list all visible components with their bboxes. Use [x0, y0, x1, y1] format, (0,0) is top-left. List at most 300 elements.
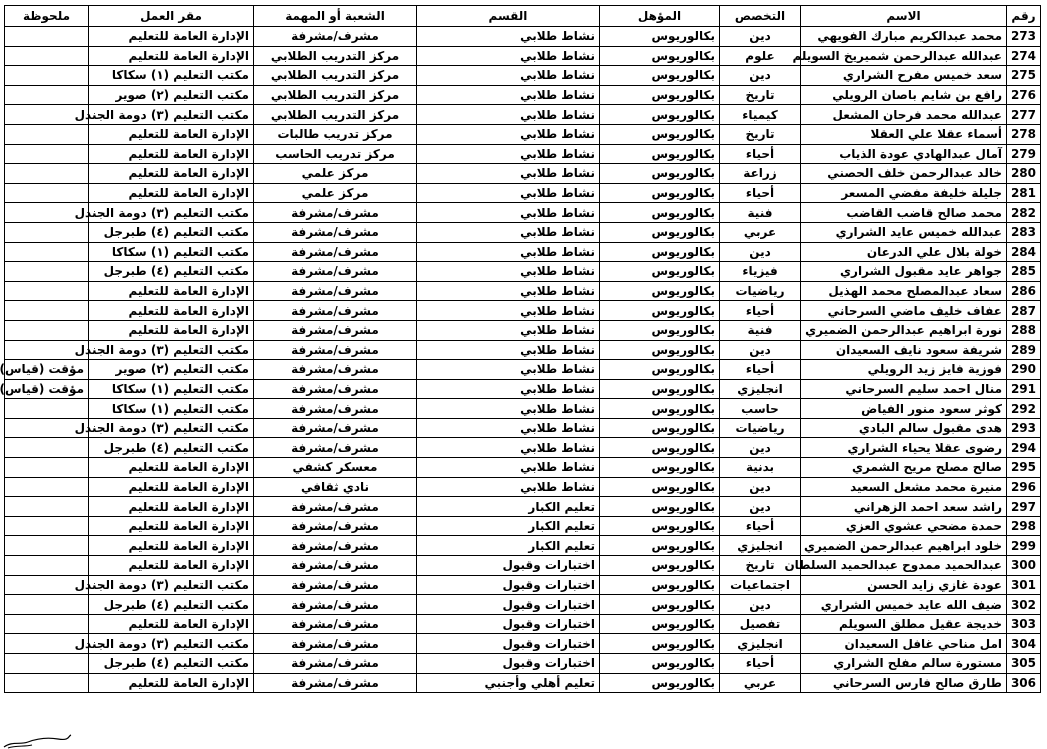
note-cell — [5, 536, 89, 556]
employee-name: خولة بلال علي الدرعان — [801, 242, 1007, 262]
specialty-cell: أحياء — [720, 144, 801, 164]
table-row — [5, 66, 1041, 86]
department-cell: نشاط طلابي — [417, 379, 600, 399]
workplace-cell: مكتب التعليم (١) سكاكا — [89, 242, 254, 262]
qualification-cell: بكالوريوس — [600, 634, 720, 654]
department-cell: نشاط طلابي — [417, 85, 600, 105]
role-cell: مركز التدريب الطلابي — [254, 105, 417, 125]
specialty-cell: انجليزي — [720, 379, 801, 399]
workplace-cell: الإدارة العامة للتعليم — [89, 27, 254, 47]
header-specialty: التخصص — [720, 6, 801, 27]
row-number: 294 — [1007, 438, 1041, 458]
specialty-cell: فيزياء — [720, 262, 801, 282]
workplace-cell: مكتب التعليم (٣) دومة الجندل — [89, 575, 254, 595]
employee-name: صالح مصلح مريح الشمري — [801, 458, 1007, 478]
note-cell — [5, 222, 89, 242]
row-number: 305 — [1007, 654, 1041, 674]
qualification-cell: بكالوريوس — [600, 320, 720, 340]
specialty-cell: انجليزي — [720, 634, 801, 654]
employee-name: شريفة سعود نايف السعيدان — [801, 340, 1007, 360]
note-cell — [5, 458, 89, 478]
row-number: 306 — [1007, 673, 1041, 693]
row-number: 276 — [1007, 85, 1041, 105]
row-number: 295 — [1007, 458, 1041, 478]
department-cell: نشاط طلابي — [417, 281, 600, 301]
workplace-cell: مكتب التعليم (٢) صوير — [89, 360, 254, 380]
specialty-cell: عربي — [720, 673, 801, 693]
table-body — [0, 27, 1041, 693]
specialty-cell: فنية — [720, 203, 801, 223]
row-number: 273 — [1007, 27, 1041, 47]
role-cell: معسكر كشفي — [254, 458, 417, 478]
department-cell: اختبارات وقبول — [417, 575, 600, 595]
note-cell — [5, 242, 89, 262]
qualification-cell: بكالوريوس — [600, 458, 720, 478]
employee-name: آمال عبدالهادي عودة الذياب — [801, 144, 1007, 164]
department-cell: نشاط طلابي — [417, 399, 600, 419]
header-note: ملحوظة — [5, 6, 89, 27]
role-cell: مركز تدريب طالبات — [254, 124, 417, 144]
qualification-cell: بكالوريوس — [600, 183, 720, 203]
note-cell — [5, 144, 89, 164]
specialty-cell: تفصيل — [720, 614, 801, 634]
specialty-cell: دين — [720, 497, 801, 517]
department-cell: تعليم الكبار — [417, 536, 600, 556]
employee-name: رضوى عقلا يحياء الشراري — [801, 438, 1007, 458]
workplace-cell: مكتب التعليم (١) سكاكا — [89, 66, 254, 86]
employee-name: جليلة خليفة مفضي المسعر — [801, 183, 1007, 203]
employee-name: محمد صالح قاضب القاضب — [801, 203, 1007, 223]
table-row — [5, 634, 1041, 654]
workplace-cell: مكتب التعليم (١) سكاكا — [89, 399, 254, 419]
employee-name: فوزية فايز زيد الرويلي — [801, 360, 1007, 380]
role-cell: مشرف/مشرفة — [254, 497, 417, 517]
note-cell — [5, 320, 89, 340]
header-row — [5, 6, 1041, 27]
note-cell — [5, 85, 89, 105]
department-cell: نشاط طلابي — [417, 242, 600, 262]
table-row — [5, 262, 1041, 282]
qualification-cell: بكالوريوس — [600, 536, 720, 556]
specialty-cell: تاريخ — [720, 556, 801, 576]
workplace-cell: الإدارة العامة للتعليم — [89, 673, 254, 693]
department-cell: اختبارات وقبول — [417, 654, 600, 674]
department-cell: تعليم الكبار — [417, 516, 600, 536]
table-row — [5, 399, 1041, 419]
workplace-cell: الإدارة العامة للتعليم — [89, 301, 254, 321]
table-row — [5, 242, 1041, 262]
row-number: 280 — [1007, 164, 1041, 184]
employee-name: هدى مقبول سالم البادي — [801, 418, 1007, 438]
role-cell: مركز تدريب الحاسب — [254, 144, 417, 164]
specialty-cell: كيمياء — [720, 105, 801, 125]
department-cell: نشاط طلابي — [417, 46, 600, 66]
employee-name: خالد عبدالرحمن خلف الحصني — [801, 164, 1007, 184]
department-cell: نشاط طلابي — [417, 418, 600, 438]
role-cell: مشرف/مشرفة — [254, 595, 417, 615]
role-cell: مشرف/مشرفة — [254, 340, 417, 360]
department-cell: نشاط طلابي — [417, 164, 600, 184]
row-number: 300 — [1007, 556, 1041, 576]
row-number: 291 — [1007, 379, 1041, 399]
specialty-cell: أحياء — [720, 516, 801, 536]
table-row — [5, 536, 1041, 556]
role-cell: مشرف/مشرفة — [254, 673, 417, 693]
row-number: 284 — [1007, 242, 1041, 262]
qualification-cell: بكالوريوس — [600, 614, 720, 634]
department-cell: نشاط طلابي — [417, 144, 600, 164]
row-number: 279 — [1007, 144, 1041, 164]
note-cell — [5, 27, 89, 47]
department-cell: نشاط طلابي — [417, 320, 600, 340]
table-row — [5, 203, 1041, 223]
workplace-cell: الإدارة العامة للتعليم — [89, 144, 254, 164]
department-cell: نشاط طلابي — [417, 262, 600, 282]
workplace-cell: الإدارة العامة للتعليم — [89, 536, 254, 556]
note-cell — [5, 164, 89, 184]
header-role: الشعبة أو المهمة — [254, 6, 417, 27]
table-row — [5, 614, 1041, 634]
role-cell: مشرف/مشرفة — [254, 399, 417, 419]
workplace-cell: مكتب التعليم (٣) دومة الجندل — [89, 634, 254, 654]
role-cell: مشرف/مشرفة — [254, 379, 417, 399]
qualification-cell: بكالوريوس — [600, 281, 720, 301]
note-cell — [5, 46, 89, 66]
table-row — [5, 320, 1041, 340]
note-cell — [5, 614, 89, 634]
specialty-cell: دين — [720, 595, 801, 615]
specialty-cell: دين — [720, 27, 801, 47]
workplace-cell: الإدارة العامة للتعليم — [89, 46, 254, 66]
employee-name: نورة ابراهيم عبدالرحمن الضميري — [801, 320, 1007, 340]
table-row — [5, 418, 1041, 438]
employee-name: خلود ابراهيم عبدالرحمن الضميري — [801, 536, 1007, 556]
employee-name: عبدالحميد ممدوح عبدالحميد السلطان — [801, 556, 1007, 576]
table-row — [5, 222, 1041, 242]
note-cell — [5, 124, 89, 144]
note-cell — [5, 183, 89, 203]
row-number: 298 — [1007, 516, 1041, 536]
row-number: 275 — [1007, 66, 1041, 86]
table-row — [5, 575, 1041, 595]
staff-table — [0, 5, 1041, 693]
role-cell: مركز التدريب الطلابي — [254, 85, 417, 105]
department-cell: نشاط طلابي — [417, 183, 600, 203]
role-cell: مشرف/مشرفة — [254, 654, 417, 674]
role-cell: مشرف/مشرفة — [254, 301, 417, 321]
row-number: 290 — [1007, 360, 1041, 380]
role-cell: مشرف/مشرفة — [254, 556, 417, 576]
qualification-cell: بكالوريوس — [600, 46, 720, 66]
qualification-cell: بكالوريوس — [600, 66, 720, 86]
row-number: 299 — [1007, 536, 1041, 556]
workplace-cell: مكتب التعليم (٣) دومة الجندل — [89, 203, 254, 223]
employee-name: كوثر سعود منور الفياض — [801, 399, 1007, 419]
workplace-cell: مكتب التعليم (٣) دومة الجندل — [89, 340, 254, 360]
employee-name: جواهر عايد مقبول الشراري — [801, 262, 1007, 282]
department-cell: نشاط طلابي — [417, 27, 600, 47]
qualification-cell: بكالوريوس — [600, 340, 720, 360]
table-row — [5, 438, 1041, 458]
workplace-cell: مكتب التعليم (٤) طبرجل — [89, 222, 254, 242]
table-row — [5, 360, 1041, 380]
row-number: 274 — [1007, 46, 1041, 66]
workplace-cell: مكتب التعليم (١) سكاكا — [89, 379, 254, 399]
note-cell — [5, 262, 89, 282]
employee-name: راشد سعد احمد الزهراني — [801, 497, 1007, 517]
workplace-cell: الإدارة العامة للتعليم — [89, 556, 254, 576]
specialty-cell: دين — [720, 340, 801, 360]
workplace-cell: الإدارة العامة للتعليم — [89, 614, 254, 634]
qualification-cell: بكالوريوس — [600, 379, 720, 399]
qualification-cell: بكالوريوس — [600, 85, 720, 105]
department-cell: نشاط طلابي — [417, 477, 600, 497]
role-cell: مشرف/مشرفة — [254, 262, 417, 282]
specialty-cell: انجليزي — [720, 536, 801, 556]
department-cell: اختبارات وقبول — [417, 614, 600, 634]
specialty-cell: دين — [720, 477, 801, 497]
qualification-cell: بكالوريوس — [600, 673, 720, 693]
department-cell: اختبارات وقبول — [417, 634, 600, 654]
table-row — [5, 281, 1041, 301]
row-number: 304 — [1007, 634, 1041, 654]
table-row — [5, 556, 1041, 576]
note-cell — [5, 438, 89, 458]
note-cell — [5, 301, 89, 321]
qualification-cell: بكالوريوس — [600, 595, 720, 615]
specialty-cell: عربي — [720, 222, 801, 242]
note-cell — [5, 66, 89, 86]
employee-name: عفاف خليف ماضي السرحاني — [801, 301, 1007, 321]
workplace-cell: الإدارة العامة للتعليم — [89, 477, 254, 497]
specialty-cell: رياضيات — [720, 418, 801, 438]
department-cell: نشاط طلابي — [417, 340, 600, 360]
employee-name: عودة غازي زايد الحسن — [801, 575, 1007, 595]
workplace-cell: مكتب التعليم (٤) طبرجل — [89, 262, 254, 282]
workplace-cell: مكتب التعليم (٣) دومة الجندل — [89, 418, 254, 438]
employee-name: عبدالله خميس عايد الشراري — [801, 222, 1007, 242]
qualification-cell: بكالوريوس — [600, 262, 720, 282]
qualification-cell: بكالوريوس — [600, 438, 720, 458]
qualification-cell: بكالوريوس — [600, 144, 720, 164]
note-cell: مؤقت (قياس) — [5, 379, 89, 399]
employee-name: سعد خميس مفرح الشراري — [801, 66, 1007, 86]
row-number: 288 — [1007, 320, 1041, 340]
role-cell: مركز علمي — [254, 164, 417, 184]
role-cell: مشرف/مشرفة — [254, 516, 417, 536]
specialty-cell: تاريخ — [720, 85, 801, 105]
table-row — [5, 183, 1041, 203]
note-cell — [5, 399, 89, 419]
specialty-cell: زراعة — [720, 164, 801, 184]
workplace-cell: الإدارة العامة للتعليم — [89, 183, 254, 203]
specialty-cell: دين — [720, 242, 801, 262]
employee-name: امل مناحي غافل السعيدان — [801, 634, 1007, 654]
specialty-cell: اجتماعيات — [720, 575, 801, 595]
row-number: 289 — [1007, 340, 1041, 360]
table-row — [5, 654, 1041, 674]
employee-name: خديجة عقيل مطلق السويلم — [801, 614, 1007, 634]
role-cell: نادي ثقافي — [254, 477, 417, 497]
role-cell: مشرف/مشرفة — [254, 27, 417, 47]
department-cell: اختبارات وقبول — [417, 556, 600, 576]
note-cell — [5, 556, 89, 576]
specialty-cell: أحياء — [720, 360, 801, 380]
note-cell — [5, 595, 89, 615]
qualification-cell: بكالوريوس — [600, 124, 720, 144]
employee-name: منيرة محمد مشعل السعيد — [801, 477, 1007, 497]
qualification-cell: بكالوريوس — [600, 477, 720, 497]
department-cell: نشاط طلابي — [417, 66, 600, 86]
table-row — [5, 595, 1041, 615]
table-row — [5, 144, 1041, 164]
row-number: 301 — [1007, 575, 1041, 595]
qualification-cell: بكالوريوس — [600, 575, 720, 595]
table-row — [5, 105, 1041, 125]
signature-scribble — [2, 733, 72, 749]
table-row — [5, 516, 1041, 536]
employee-name: طارق صالح فارس السرحاني — [801, 673, 1007, 693]
employee-name: محمد عبدالكريم مبارك الفويهي — [801, 27, 1007, 47]
workplace-cell: الإدارة العامة للتعليم — [89, 458, 254, 478]
role-cell: مشرف/مشرفة — [254, 360, 417, 380]
department-cell: نشاط طلابي — [417, 222, 600, 242]
row-number: 281 — [1007, 183, 1041, 203]
department-cell: نشاط طلابي — [417, 360, 600, 380]
table-row — [5, 46, 1041, 66]
header-workplace: مقر العمل — [89, 6, 254, 27]
header-qualification: المؤهل — [600, 6, 720, 27]
role-cell: مشرف/مشرفة — [254, 320, 417, 340]
row-number: 277 — [1007, 105, 1041, 125]
row-number: 287 — [1007, 301, 1041, 321]
note-cell — [5, 497, 89, 517]
qualification-cell: بكالوريوس — [600, 654, 720, 674]
table-row — [5, 477, 1041, 497]
qualification-cell: بكالوريوس — [600, 203, 720, 223]
note-cell — [5, 477, 89, 497]
qualification-cell: بكالوريوس — [600, 556, 720, 576]
role-cell: مركز التدريب الطلابي — [254, 66, 417, 86]
department-cell: تعليم أهلي وأجنبي — [417, 673, 600, 693]
qualification-cell: بكالوريوس — [600, 418, 720, 438]
table-row — [5, 379, 1041, 399]
qualification-cell: بكالوريوس — [600, 105, 720, 125]
workplace-cell: الإدارة العامة للتعليم — [89, 516, 254, 536]
department-cell: نشاط طلابي — [417, 124, 600, 144]
employee-name: أسماء عقلا علي العقلا — [801, 124, 1007, 144]
workplace-cell: الإدارة العامة للتعليم — [89, 497, 254, 517]
employee-name: حمدة مضحي عشوي العزي — [801, 516, 1007, 536]
table-row — [5, 497, 1041, 517]
qualification-cell: بكالوريوس — [600, 516, 720, 536]
department-cell: اختبارات وقبول — [417, 595, 600, 615]
qualification-cell: بكالوريوس — [600, 360, 720, 380]
role-cell: مشرف/مشرفة — [254, 222, 417, 242]
table-row — [5, 301, 1041, 321]
employee-name: عبدالله محمد فرحان المشعل — [801, 105, 1007, 125]
table-row — [5, 124, 1041, 144]
note-cell: مؤقت (قياس) — [5, 360, 89, 380]
specialty-cell: أحياء — [720, 183, 801, 203]
specialty-cell: تاريخ — [720, 124, 801, 144]
header-department: القسم — [417, 6, 600, 27]
note-cell — [5, 654, 89, 674]
workplace-cell: مكتب التعليم (٤) طبرجل — [89, 438, 254, 458]
employee-name: منال احمد سليم السرحاني — [801, 379, 1007, 399]
row-number: 292 — [1007, 399, 1041, 419]
department-cell: نشاط طلابي — [417, 203, 600, 223]
workplace-cell: مكتب التعليم (٢) صوير — [89, 85, 254, 105]
employee-name: مستورة سالم مفلح الشراري — [801, 654, 1007, 674]
qualification-cell: بكالوريوس — [600, 164, 720, 184]
specialty-cell: دين — [720, 438, 801, 458]
note-cell — [5, 673, 89, 693]
specialty-cell: دين — [720, 66, 801, 86]
specialty-cell: أحياء — [720, 654, 801, 674]
qualification-cell: بكالوريوس — [600, 301, 720, 321]
row-number: 303 — [1007, 614, 1041, 634]
workplace-cell: مكتب التعليم (٣) دومة الجندل — [89, 105, 254, 125]
qualification-cell: بكالوريوس — [600, 242, 720, 262]
note-cell — [5, 281, 89, 301]
role-cell: مشرف/مشرفة — [254, 614, 417, 634]
row-number: 302 — [1007, 595, 1041, 615]
specialty-cell: علوم — [720, 46, 801, 66]
row-number: 283 — [1007, 222, 1041, 242]
table-row — [5, 340, 1041, 360]
role-cell: مشرف/مشرفة — [254, 418, 417, 438]
role-cell: مشرف/مشرفة — [254, 438, 417, 458]
workplace-cell: الإدارة العامة للتعليم — [89, 281, 254, 301]
table-row — [5, 85, 1041, 105]
department-cell: نشاط طلابي — [417, 438, 600, 458]
role-cell: مشرف/مشرفة — [254, 242, 417, 262]
specialty-cell: فنية — [720, 320, 801, 340]
table-row — [5, 458, 1041, 478]
specialty-cell: رياضيات — [720, 281, 801, 301]
row-number: 282 — [1007, 203, 1041, 223]
row-number: 285 — [1007, 262, 1041, 282]
workplace-cell: الإدارة العامة للتعليم — [89, 164, 254, 184]
specialty-cell: حاسب — [720, 399, 801, 419]
qualification-cell: بكالوريوس — [600, 497, 720, 517]
note-cell — [5, 516, 89, 536]
role-cell: مركز التدريب الطلابي — [254, 46, 417, 66]
qualification-cell: بكالوريوس — [600, 27, 720, 47]
role-cell: مشرف/مشرفة — [254, 203, 417, 223]
employee-name: عبدالله عبدالرحمن شميريخ السويلم — [801, 46, 1007, 66]
header-name: الاسم — [801, 6, 1007, 27]
workplace-cell: الإدارة العامة للتعليم — [89, 124, 254, 144]
header-num: رقم — [1007, 6, 1041, 27]
role-cell: مركز علمي — [254, 183, 417, 203]
employee-name: سعاد عبدالمصلح محمد الهذيل — [801, 281, 1007, 301]
specialty-cell: بدنية — [720, 458, 801, 478]
table-row — [5, 673, 1041, 693]
employee-name: ضيف الله عايد خميس الشراري — [801, 595, 1007, 615]
employee-name: رافع بن شايم باصان الرويلي — [801, 85, 1007, 105]
row-number: 297 — [1007, 497, 1041, 517]
qualification-cell: بكالوريوس — [600, 222, 720, 242]
role-cell: مشرف/مشرفة — [254, 536, 417, 556]
department-cell: نشاط طلابي — [417, 458, 600, 478]
table-row — [5, 27, 1041, 47]
row-number: 286 — [1007, 281, 1041, 301]
workplace-cell: الإدارة العامة للتعليم — [89, 320, 254, 340]
role-cell: مشرف/مشرفة — [254, 575, 417, 595]
role-cell: مشرف/مشرفة — [254, 281, 417, 301]
